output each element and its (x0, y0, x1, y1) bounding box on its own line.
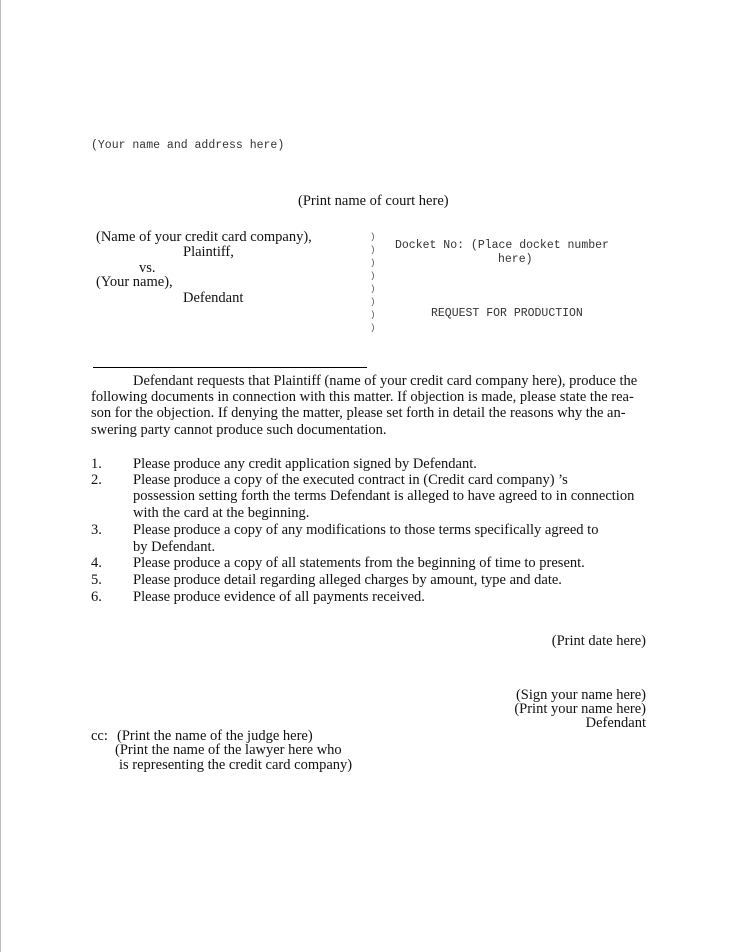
printed-name: (Print your name here) (514, 701, 646, 717)
request-number: 1. (91, 456, 102, 472)
docket-number-cont: here) (498, 253, 533, 266)
caption-paren: ) (370, 310, 376, 320)
intro-line: Defendant requests that Plaintiff (name of your credit card company here), produce the (133, 373, 638, 389)
cc-lawyer: (Print the name of the lawyer here who (115, 742, 342, 758)
intro-line: swering party cannot produce such documentation. (91, 422, 387, 438)
request-text: with the card at the beginning. (133, 505, 310, 521)
request-text: Please produce a copy of all statements from the beginning of time to present. (133, 555, 585, 571)
caption-rule (93, 367, 367, 368)
request-text: Please produce a copy of any modifications to those terms specifically agreed to (133, 522, 599, 538)
caption-paren: ) (370, 258, 376, 268)
court-name: (Print name of court here) (298, 193, 449, 209)
cc-judge: (Print the name of the judge here) (117, 728, 313, 744)
sender-address: (Your name and address here) (91, 139, 285, 152)
defendant-name: (Your name), (96, 274, 173, 290)
page-left-border (0, 0, 1, 952)
document-title: REQUEST FOR PRODUCTION (431, 307, 583, 320)
request-text: possession setting forth the terms Defendant is alleged to have agreed to in connection (133, 488, 635, 504)
docket-number: Docket No: (Place docket number (395, 239, 609, 252)
request-number: 2. (91, 472, 102, 488)
plaintiff-name: (Name of your credit card company), (96, 229, 312, 245)
request-text: Please produce any credit application signed by Defendant. (133, 456, 477, 472)
caption-paren: ) (370, 245, 376, 255)
request-text: Please produce detail regarding alleged charges by amount, type and date. (133, 572, 562, 588)
date-placeholder: (Print date here) (551, 633, 646, 649)
request-text: Please produce evidence of all payments received. (133, 589, 425, 605)
caption-paren: ) (370, 232, 376, 242)
request-text: Please produce a copy of the executed contract in (Credit card company) ’s (133, 472, 568, 488)
caption-paren: ) (370, 271, 376, 281)
intro-line: son for the objection. If denying the matter, please set forth in detail the reasons why the an- (91, 405, 626, 421)
request-number: 6. (91, 589, 102, 605)
request-number: 3. (91, 522, 102, 538)
cc-lawyer-cont: is representing the credit card company) (119, 757, 353, 773)
defendant-label: Defendant (183, 290, 244, 306)
request-number: 5. (91, 572, 102, 588)
caption-paren: ) (370, 297, 376, 307)
intro-line: following documents in connection with this matter. If objection is made, please state the rea- (91, 389, 634, 405)
request-number: 4. (91, 555, 102, 571)
caption-paren: ) (370, 284, 376, 294)
plaintiff-label: Plaintiff, (183, 244, 234, 260)
signature-role: Defendant (585, 715, 646, 731)
caption-paren: ) (370, 323, 376, 333)
versus-label: vs. (139, 260, 156, 276)
request-text: by Defendant. (133, 539, 216, 555)
signature-line: (Sign your name here) (515, 687, 646, 703)
cc-label: cc: (91, 728, 108, 744)
